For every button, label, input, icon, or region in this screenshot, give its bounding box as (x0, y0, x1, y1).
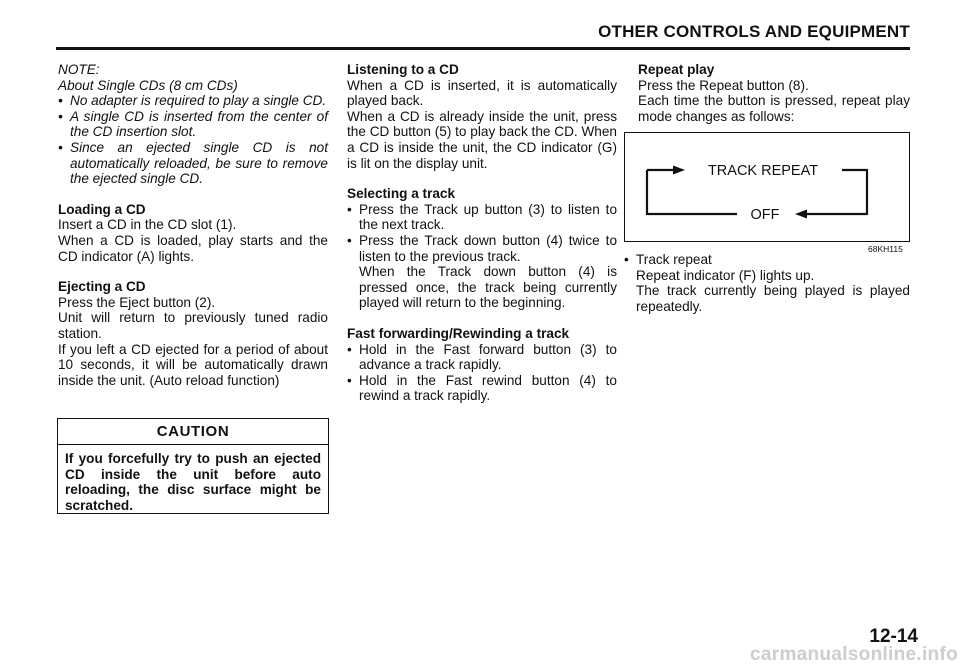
diagram-label-off: OFF (750, 207, 780, 223)
listening-line: When a CD is inserted, it is automatically played back. (347, 77, 617, 109)
selecting-heading: Selecting a track (347, 186, 456, 202)
diagram-code: 68KH115 (868, 244, 903, 254)
column-left (58, 62, 328, 388)
caution-box (57, 418, 329, 514)
page-number: 12-14 (869, 626, 918, 647)
ff-heading: Fast forwarding/Rewinding a track (347, 325, 570, 341)
arrow-right-icon (673, 166, 685, 175)
repeat-line: Press the Repeat button (8). (638, 77, 809, 93)
repeat-heading: Repeat play (638, 62, 715, 77)
caution-title: CAUTION (58, 419, 328, 445)
caution-text: If you forcefully try to push an ejected CD inside the unit before auto reloading, the disc surface might be scratched. (65, 451, 321, 513)
track-repeat-line: The track currently being played is played repeatedly. (636, 283, 910, 314)
listening-line: When a CD is already inside the unit, press the CD button (5) to play back the CD. When a CD is inside the unit, the CD indicator (G) is lit on the display unit. (347, 108, 617, 171)
ff-bullet: • Hold in the Fast rewind button (4) to rewind a track rapidly. (347, 373, 617, 404)
selecting-bullet (347, 233, 617, 311)
track-repeat-bullet (624, 252, 910, 314)
column-middle (347, 62, 617, 404)
selecting-bullet: • Press the Track up button (3) to listen to the next track. (347, 202, 617, 233)
diagram-label-track-repeat: TRACK REPEAT (707, 163, 819, 179)
selecting-bullet-cont: When the Track down button (4) is pressed once, the track being currently played will return to the beginning. (359, 264, 617, 311)
listening-heading: Listening to a CD (347, 62, 459, 77)
repeat-line: Each time the button is pressed, repeat play mode changes as follows: (638, 93, 910, 124)
track-repeat-label: • Track repeat (636, 252, 712, 267)
track-repeat-section (624, 252, 910, 314)
column-right (638, 62, 910, 124)
note-bullet: • A single CD is inserted from the center of the CD insertion slot. (58, 109, 328, 140)
repeat-cycle-arrows (625, 133, 911, 243)
ejecting-line: If you left a CD ejected for a period of about 10 seconds, it will be automatically drawn inside the unit. (Auto reload function) (58, 341, 328, 388)
watermark: carmanualsonline.info (750, 644, 958, 665)
note-bullet: • No adapter is required to play a single CD. (58, 93, 328, 109)
loading-line: Insert a CD in the CD slot (1). (58, 217, 237, 233)
loading-heading: Loading a CD (58, 201, 146, 217)
note-bullet: • Since an ejected single CD is not automatically reloaded, be sure to remove the ejected single CD. (58, 140, 328, 187)
page-header (56, 22, 910, 50)
loading-line: When a CD is loaded, play starts and the CD indicator (A) lights. (58, 232, 328, 264)
arrow-left-icon (795, 210, 807, 219)
selecting-bullet-text: • Press the Track down button (4) twice to listen to the previous track. (359, 232, 617, 264)
section-title: OTHER CONTROLS AND EQUIPMENT (598, 22, 910, 41)
ff-bullet: • Hold in the Fast forward button (3) to advance a track rapidly. (347, 342, 617, 373)
repeat-mode-diagram (624, 132, 910, 242)
note-title: About Single CDs (8 cm CDs) (58, 77, 238, 93)
track-repeat-line: Repeat indicator (F) lights up. (636, 267, 815, 283)
ejecting-line: Press the Eject button (2). (58, 294, 216, 310)
ejecting-heading: Ejecting a CD (58, 279, 146, 295)
ejecting-line: Unit will return to previously tuned radio station. (58, 310, 328, 341)
note-label: NOTE: (58, 62, 100, 77)
